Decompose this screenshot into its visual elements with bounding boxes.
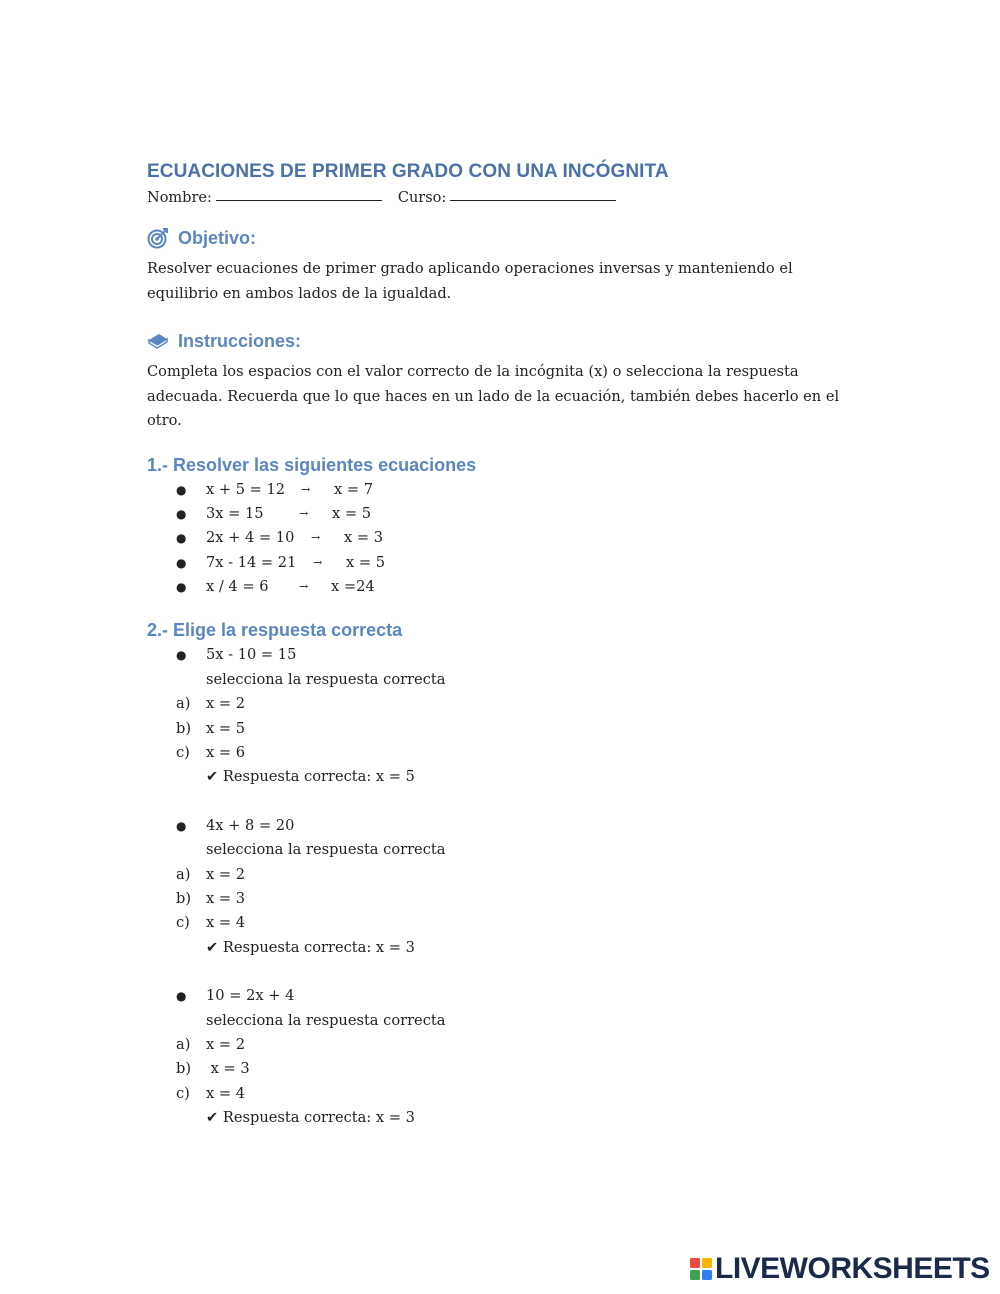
- question-prompt: selecciona la respuesta correcta: [206, 670, 446, 688]
- question-3: [147, 984, 867, 1130]
- name-course-row: [147, 185, 867, 211]
- option-text: x = 2: [206, 865, 246, 883]
- option-text: x = 5: [206, 719, 246, 737]
- correct-answer: ✔ Respuesta correcta: x = 3: [206, 1109, 415, 1127]
- equation: 7x - 14 = 21: [206, 553, 297, 571]
- arrow-icon: →: [311, 531, 321, 545]
- correct-answer-row: [147, 1106, 867, 1130]
- bullet-icon: ●: [176, 818, 187, 833]
- question-prompt-row: [147, 668, 867, 692]
- list-item: [147, 502, 867, 526]
- bullet-icon: ●: [176, 555, 187, 570]
- answer-field[interactable]: x = 3: [344, 529, 384, 547]
- option-c[interactable]: [147, 1082, 867, 1106]
- book-icon: [147, 330, 169, 352]
- option-letter: b): [176, 889, 192, 907]
- list-item: [147, 526, 867, 550]
- option-text: x = 4: [206, 914, 246, 932]
- answer-field[interactable]: x =24: [331, 578, 375, 596]
- instructions-text: Completa los espacios con el valor correcto de la incógnita (x) o selecciona la respuesta adecuada. Recuerda que lo que haces en un lado de la ecuación, también debes hacerlo en el otro.: [147, 363, 840, 429]
- arrow-icon: →: [313, 555, 323, 569]
- question-1: [147, 643, 867, 789]
- question-prompt-row: [147, 838, 867, 862]
- course-label: Curso:: [397, 190, 447, 206]
- equation: 2x + 4 = 10: [206, 529, 295, 547]
- answer-field[interactable]: x = 5: [332, 504, 372, 522]
- option-b[interactable]: [147, 1057, 867, 1081]
- option-letter: b): [176, 1060, 192, 1078]
- option-text: x = 6: [206, 744, 246, 762]
- option-a[interactable]: [147, 692, 867, 716]
- question-equation: 10 = 2x + 4: [206, 987, 295, 1005]
- option-b[interactable]: [147, 717, 867, 741]
- section1-list: [147, 478, 867, 600]
- option-c[interactable]: [147, 911, 867, 935]
- objective-heading-label: Objetivo:: [178, 227, 257, 248]
- correct-answer-row: [147, 765, 867, 789]
- option-text: x = 2: [206, 1035, 246, 1053]
- instructions-heading: [147, 326, 867, 356]
- option-a[interactable]: [147, 1033, 867, 1057]
- logo-square-blue: [702, 1270, 712, 1280]
- question-equation-row: [147, 984, 867, 1008]
- equation: 3x = 15: [206, 504, 264, 522]
- logo-square-red: [690, 1258, 700, 1268]
- bullet-icon: ●: [176, 648, 187, 663]
- option-text: x = 3: [206, 1060, 250, 1078]
- option-text: x = 4: [206, 1084, 246, 1102]
- logo-text: LIVEWORKSHEETS: [715, 1252, 990, 1285]
- objective-text: Resolver ecuaciones de primer grado aplicando operaciones inversas y manteniendo el equilibrio en ambos lados de la igualdad.: [147, 260, 793, 302]
- bullet-icon: ●: [176, 506, 187, 521]
- option-a[interactable]: [147, 863, 867, 887]
- option-letter: b): [176, 719, 192, 737]
- correct-answer-row: [147, 936, 867, 960]
- liveworksheets-logo[interactable]: [690, 1251, 990, 1287]
- option-letter: c): [176, 1084, 190, 1102]
- option-letter: c): [176, 744, 190, 762]
- objective-heading: [147, 223, 867, 253]
- section2-heading: 2.- Elige la respuesta correcta: [147, 620, 403, 641]
- option-letter: a): [176, 1035, 191, 1053]
- option-letter: a): [176, 865, 191, 883]
- arrow-icon: →: [301, 482, 311, 496]
- logo-mark-icon: [690, 1258, 712, 1280]
- bullet-icon: ●: [176, 989, 187, 1004]
- bullet-icon: ●: [176, 482, 187, 497]
- course-blank[interactable]: [450, 185, 616, 201]
- answer-field[interactable]: x = 5: [346, 553, 386, 571]
- list-item: [147, 575, 867, 599]
- equation: x / 4 = 6: [206, 578, 269, 596]
- section1-heading: 1.- Resolver las siguientes ecuaciones: [147, 454, 477, 475]
- bullet-icon: ●: [176, 580, 187, 595]
- list-item: [147, 551, 867, 575]
- option-c[interactable]: [147, 741, 867, 765]
- logo-square-green: [690, 1270, 700, 1280]
- arrow-icon: →: [299, 580, 309, 594]
- question-2: [147, 814, 867, 960]
- equation: x + 5 = 12: [206, 480, 286, 498]
- name-label: Nombre:: [147, 190, 212, 206]
- correct-answer: ✔ Respuesta correcta: x = 5: [206, 768, 415, 786]
- worksheet: [147, 158, 867, 1130]
- bullet-icon: ●: [176, 531, 187, 546]
- option-letter: a): [176, 695, 191, 713]
- question-prompt: selecciona la respuesta correcta: [206, 1011, 446, 1029]
- page-title: ECUACIONES DE PRIMER GRADO CON UNA INCÓGNITA: [147, 161, 669, 182]
- logo-square-yellow: [702, 1258, 712, 1268]
- arrow-icon: →: [299, 506, 309, 520]
- question-equation-row: [147, 814, 867, 838]
- instructions-heading-label: Instrucciones:: [178, 330, 302, 351]
- question-prompt: selecciona la respuesta correcta: [206, 841, 446, 859]
- option-letter: c): [176, 914, 190, 932]
- option-text: x = 2: [206, 695, 246, 713]
- answer-field[interactable]: x = 7: [334, 480, 374, 498]
- option-text: x = 3: [206, 889, 246, 907]
- correct-answer: ✔ Respuesta correcta: x = 3: [206, 938, 415, 956]
- question-prompt-row: [147, 1009, 867, 1033]
- target-icon: [147, 227, 169, 249]
- question-equation-row: [147, 643, 867, 667]
- question-equation: 4x + 8 = 20: [206, 816, 295, 834]
- question-equation: 5x - 10 = 15: [206, 646, 297, 664]
- option-b[interactable]: [147, 887, 867, 911]
- name-blank[interactable]: [216, 185, 382, 201]
- list-item: [147, 478, 867, 502]
